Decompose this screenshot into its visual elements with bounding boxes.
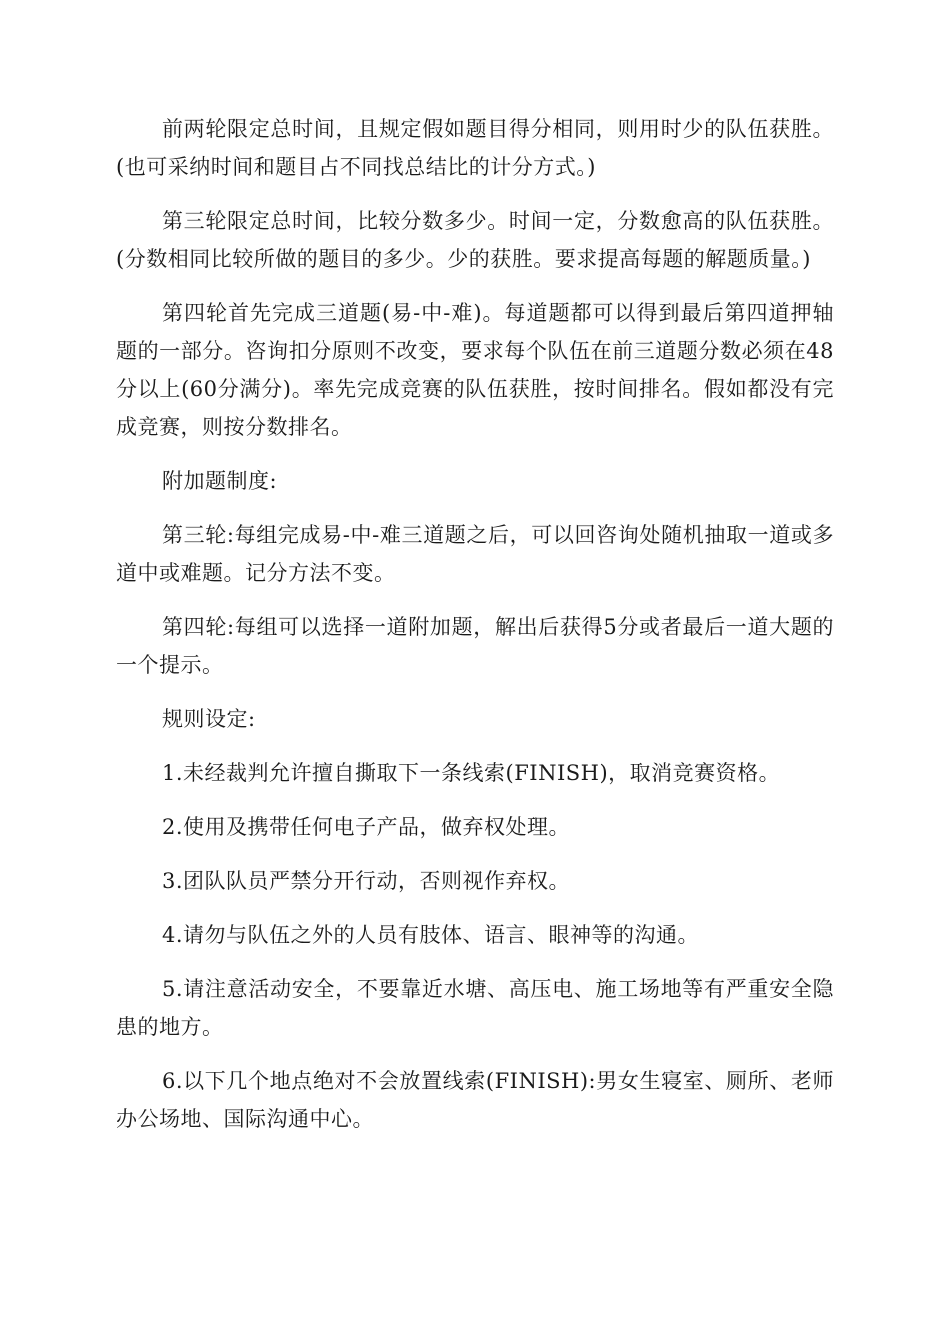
- rule-item-6: 6.以下几个地点绝对不会放置线索(FINISH):男女生寝室、厕所、老师办公场地、国际沟通中心。: [116, 1069, 834, 1131]
- rule-item-3: 3.团队队员严禁分开行动，否则视作弃权。: [162, 869, 571, 893]
- heading-rules: 规则设定:: [162, 707, 256, 731]
- heading-bonus-system: 附加题制度:: [162, 469, 278, 493]
- rule-item-2: 2.使用及携带任何电子产品，做弃权处理。: [162, 815, 571, 839]
- document-page: [116, 110, 834, 1154]
- paragraph-scoring-round-4: 第四轮首先完成三道题(易-中-难)。每道题都可以得到最后第四道押轴题的一部分。咨询扣分原则不改变，要求每个队伍在前三道题分数必须在48分以上(60分满分)。率先完成竞赛的队伍获胜，按时间排名。假如都没有完成竞赛，则按分数排名。: [116, 301, 834, 439]
- rule-item-5: 5.请注意活动安全，不要靠近水塘、高压电、施工场地等有严重安全隐患的地方。: [116, 977, 834, 1039]
- rule-item-4: 4.请勿与队伍之外的人员有肢体、语言、眼神等的沟通。: [162, 923, 700, 947]
- paragraph-scoring-rounds-1-2: 前两轮限定总时间，且规定假如题目得分相同，则用时少的队伍获胜。(也可采纳时间和题目占不同找总结比的计分方式。): [116, 117, 834, 179]
- paragraph-scoring-round-3: 第三轮限定总时间，比较分数多少。时间一定，分数愈高的队伍获胜。(分数相同比较所做的题目的多少。少的获胜。要求提高每题的解题质量。): [116, 209, 834, 271]
- paragraph-bonus-round-3: 第三轮:每组完成易-中-难三道题之后，可以回咨询处随机抽取一道或多道中或难题。记分方法不变。: [116, 523, 834, 585]
- paragraph-bonus-round-4: 第四轮:每组可以选择一道附加题，解出后获得5分或者最后一道大题的一个提示。: [116, 615, 834, 677]
- rule-item-1: 1.未经裁判允许擅自撕取下一条线索(FINISH)，取消竞赛资格。: [162, 761, 781, 785]
